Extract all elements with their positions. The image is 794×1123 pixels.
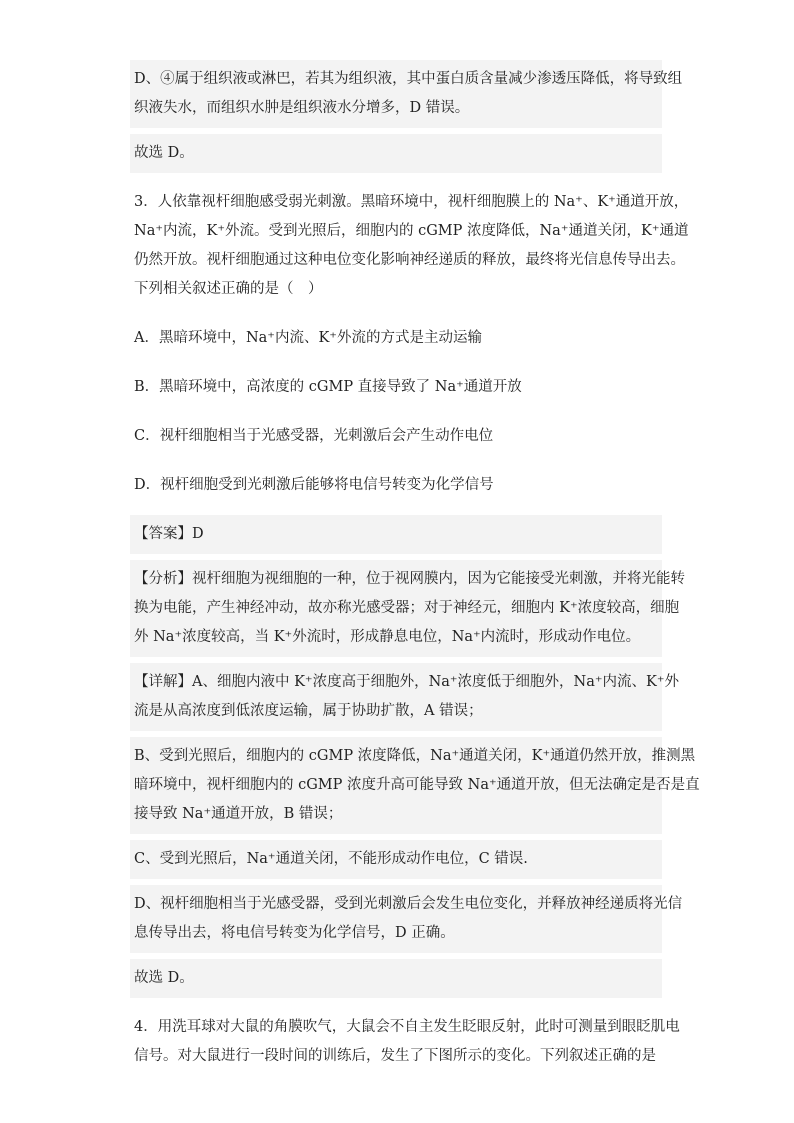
text-line: 【详解】A、细胞内液中 K⁺浓度高于细胞外，Na⁺浓度低于细胞外，Na⁺内流、K⁺外: [134, 674, 680, 690]
question-3-option-a: A．黑暗环境中，Na⁺内流、K⁺外流的方式是主动运输: [134, 330, 482, 346]
question-3-analysis: [130, 560, 685, 657]
text-line: 信号。对大鼠进行一段时间的训练后，发生了下图所示的变化。下列叙述正确的是: [134, 1048, 656, 1064]
question-3-detail-c: [130, 840, 662, 879]
text-line: 4．用洗耳球对大鼠的角膜吹气，大鼠会不自主发生眨眼反射，此时可测量到眼眨肌电: [134, 1019, 680, 1035]
text-line: 暗环境中，视杆细胞内的 cGMP 浓度升高可能导致 Na⁺通道开放，但无法确定是否是直: [134, 777, 700, 793]
question-3-stem: [130, 183, 689, 309]
text-line: 换为电能，产生神经冲动，故亦称光感受器；对于神经元，细胞内 K⁺浓度较高，细胞: [134, 600, 680, 616]
text-line: B、受到光照后，细胞内的 cGMP 浓度降低，Na⁺通道关闭，K⁺通道仍然开放，推测黑: [134, 748, 696, 764]
text-line: Na⁺内流，K⁺外流。受到光照后，细胞内的 cGMP 浓度降低，Na⁺通道关闭，K⁺通道: [134, 223, 689, 239]
prev-conclusion: 故选 D。: [130, 134, 662, 173]
question-3-option-c: C．视杆细胞相当于光感受器，光刺激后会产生动作电位: [134, 428, 494, 444]
question-3-option-b: B．黑暗环境中，高浓度的 cGMP 直接导致了 Na⁺通道开放: [134, 379, 522, 395]
question-3-detail-a: [130, 663, 680, 731]
text-line: 接导致 Na⁺通道开放，B 错误；: [134, 806, 343, 822]
text-line: 【分析】视杆细胞为视细胞的一种，位于视网膜内，因为它能接受光刺激，并将光能转: [134, 571, 685, 587]
question-3-detail-d: [130, 885, 683, 953]
prev-option-d-explanation: [130, 60, 683, 128]
text-line: 息传导出去，将电信号转变为化学信号，D 正确。: [134, 925, 455, 941]
question-4-stem: [130, 1008, 680, 1076]
text-line: D、④属于组织液或淋巴，若其为组织液，其中蛋白质含量减少渗透压降低，将导致组: [134, 71, 683, 87]
text-line: 外 Na⁺浓度较高，当 K⁺外流时，形成静息电位，Na⁺内流时，形成动作电位。: [134, 629, 641, 645]
text-line: 仍然开放。视杆细胞通过这种电位变化影响神经递质的释放，最终将光信息传导出去。: [134, 252, 685, 268]
text-line: 3．人依靠视杆细胞感受弱光刺激。黑暗环境中，视杆细胞膜上的 Na⁺、K⁺通道开放，: [134, 194, 689, 210]
question-3-detail-b: [130, 737, 700, 834]
text-line: D、视杆细胞相当于光感受器，受到光刺激后会发生电位变化，并释放神经递质将光信: [134, 896, 683, 912]
text-line: C、受到光照后，Na⁺通道关闭，不能形成动作电位，C 错误.: [134, 851, 528, 867]
text-line: 下列相关叙述正确的是（ ）: [134, 281, 323, 297]
question-3-conclusion: 故选 D。: [130, 959, 662, 998]
question-3-option-d: D．视杆细胞受到光刺激后能够将电信号转变为化学信号: [134, 477, 494, 493]
document-page: [130, 60, 700, 1076]
text-line: 织液失水，而组织水肿是组织液水分增多，D 错误。: [134, 100, 470, 116]
text-line: 流是从高浓度到低浓度运输，属于协助扩散，A 错误；: [134, 703, 483, 719]
question-3-answer: 【答案】D: [130, 515, 662, 554]
